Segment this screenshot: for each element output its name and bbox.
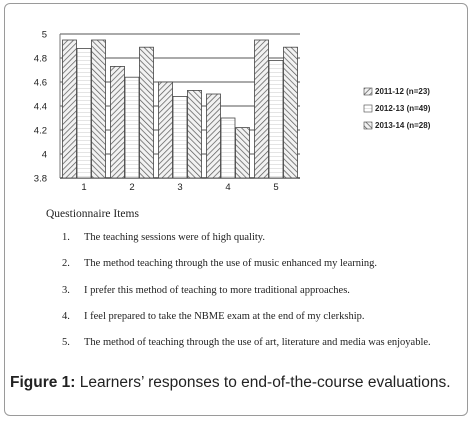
caption-text: Learners’ responses to end-of-the-course evaluations. [79,374,451,391]
bar-2-3 [173,96,187,178]
legend-swatch [364,105,372,112]
bar-2-5 [269,60,283,178]
questionnaire-item [62,337,431,363]
y-tick-labels [34,30,47,185]
questionnaire-item [62,311,431,337]
item-number: 4. [62,310,70,322]
legend-label: 2013-14 (n=28) [375,121,431,130]
legend [364,87,431,130]
bar-3-4 [236,128,250,178]
x-tick-label: 4 [225,182,231,193]
item-number: 3. [62,284,70,296]
questionnaire-item [62,258,431,284]
x-tick-label: 5 [273,182,279,193]
y-tick-label: 5 [41,29,47,41]
y-tick-label: 3.8 [33,173,47,185]
bar-3-2 [140,47,154,178]
bar-1-1 [63,40,77,178]
legend-label: 2011-12 (n=23) [375,87,430,96]
bar-3-1 [92,40,106,178]
bar-1-5 [255,40,269,178]
bar-1-4 [207,94,221,178]
questionnaire-item [62,285,431,311]
item-text: The method teaching through the use of music enhanced my learning. [84,258,378,270]
x-tick-labels [81,182,278,193]
bar-3-3 [188,90,202,178]
x-tick-label: 3 [177,182,183,193]
item-number: 1. [62,232,70,243]
caption-label: Figure 1: [10,374,76,391]
y-tick-label: 4.2 [33,125,47,137]
item-text: The method of teaching through the use of art, literature and media was enjoyable. [84,337,431,349]
x-tick-label: 2 [129,182,135,193]
bar-2-1 [77,48,91,178]
bars [63,40,298,178]
y-tick-label: 4.4 [33,101,47,113]
item-number: 2. [62,258,70,270]
bar-2-4 [221,118,235,178]
bar-1-2 [111,66,125,178]
y-tick-label: 4.6 [33,77,47,89]
legend-label: 2012-13 (n=49) [375,104,431,113]
bar-1-3 [159,82,173,178]
item-text: The teaching sessions were of high quality. [84,232,265,243]
x-tick-label: 1 [81,182,87,193]
y-tick-label: 4.8 [33,53,47,65]
y-tick-label: 4 [41,149,47,161]
questionnaire-list [62,232,431,363]
questionnaire-item [62,232,431,258]
bar-3-5 [284,47,298,178]
figure-caption [10,374,451,392]
questionnaire-title: Questionnaire Items [46,208,139,220]
item-text: I prefer this method of teaching to more traditional approaches. [84,284,350,296]
bar-2-2 [125,77,139,178]
item-text: I feel prepared to take the NBME exam at the end of my clerkship. [84,310,365,322]
item-number: 5. [62,337,70,349]
bar-chart [0,0,471,200]
legend-swatch [364,88,372,95]
legend-swatch [364,122,372,129]
